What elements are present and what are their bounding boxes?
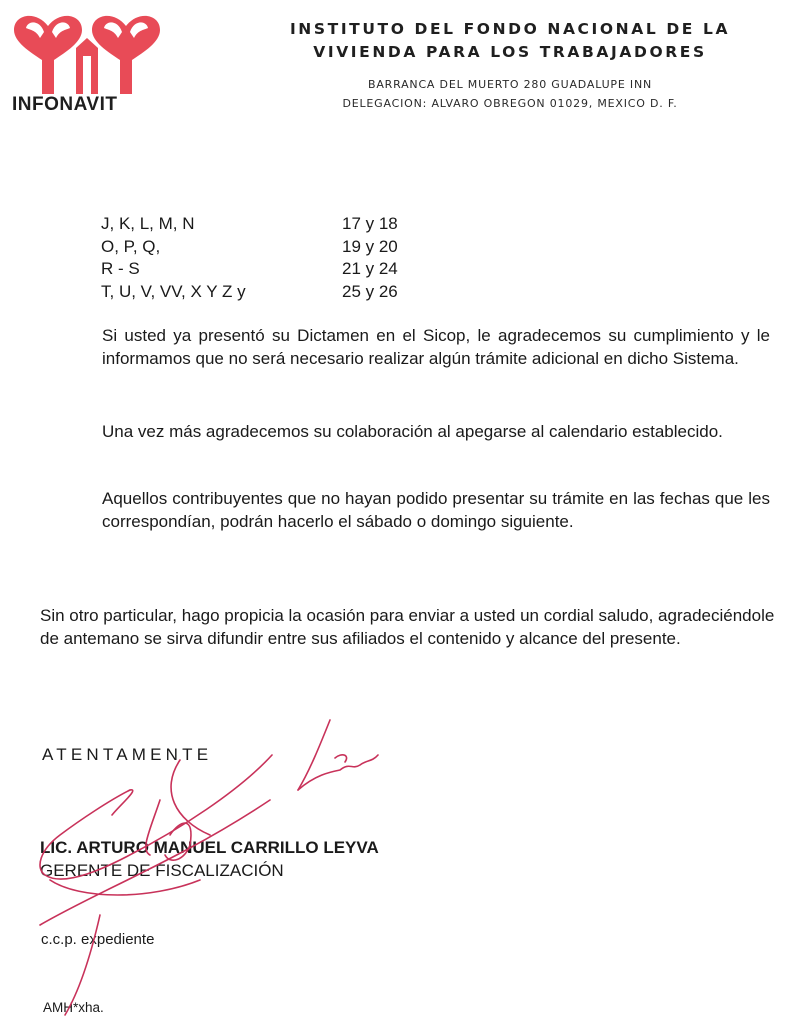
schedule-row xyxy=(101,213,398,236)
reference-initials: AMH*xha. xyxy=(43,1000,104,1015)
signer-name: LIC. ARTURO MANUEL CARRILLO LEYVA xyxy=(40,838,379,857)
schedule-days: 17 y 18 xyxy=(342,214,398,233)
schedule-row xyxy=(101,281,398,304)
schedule-days: 21 y 24 xyxy=(342,259,398,278)
schedule-letters: R - S xyxy=(101,259,140,278)
cc-line: c.c.p. expediente xyxy=(41,931,155,948)
schedule-letters: J, K, L, M, N xyxy=(101,214,195,233)
signer-title: GERENTE DE FISCALIZACIÓN xyxy=(40,861,284,880)
address-line1: BARRANCA DEL MUERTO 280 GUADALUPE INN xyxy=(367,78,653,91)
org-address xyxy=(235,75,785,113)
schedule-days: 25 y 26 xyxy=(342,281,398,301)
paragraph-thanks: Una vez más agradecemos su colaboración al apegarse al calendario establecido. xyxy=(102,422,723,441)
schedule-row xyxy=(101,258,398,281)
schedule-letters: O, P, Q, xyxy=(101,236,161,256)
org-name xyxy=(235,18,785,64)
org-name-line1: INSTITUTO DEL FONDO NACIONAL DE LA xyxy=(289,20,731,38)
address-line2: DELEGACION: ALVARO OBREGON 01029, MEXICO D. F. xyxy=(342,97,678,110)
org-name-line2: VIVIENDA PARA LOS TRABAJADORES xyxy=(313,43,707,61)
logo-houses-icon xyxy=(10,8,170,94)
paragraph-late-filers: Aquellos contribuyentes que no hayan podido presentar su trámite en las fechas que les correspondían, podrán hacerlo el sábado o domingo siguiente. xyxy=(102,489,770,531)
logo-wordmark: INFONAVIT xyxy=(12,94,118,115)
schedule-table xyxy=(101,213,398,303)
schedule-letters: T, U, V, VV, X Y Z y xyxy=(101,281,246,301)
salutation: ATENTAMENTE xyxy=(42,745,213,764)
schedule-row xyxy=(101,236,398,259)
paragraph-sicop: Si usted ya presentó su Dictamen en el Sicop, le agradecemos su cumplimiento y le informamos que no será necesario realizar algún trámite adicional en dicho Sistema. xyxy=(102,326,770,368)
infonavit-logo xyxy=(10,8,170,115)
closing-paragraph: Sin otro particular, hago propicia la ocasión para enviar a usted un cordial saludo, agradeciéndole de antemano se sirva difundir entre sus afiliados el contenido y alcance del presente. xyxy=(40,606,775,648)
schedule-days: 19 y 20 xyxy=(342,236,398,256)
